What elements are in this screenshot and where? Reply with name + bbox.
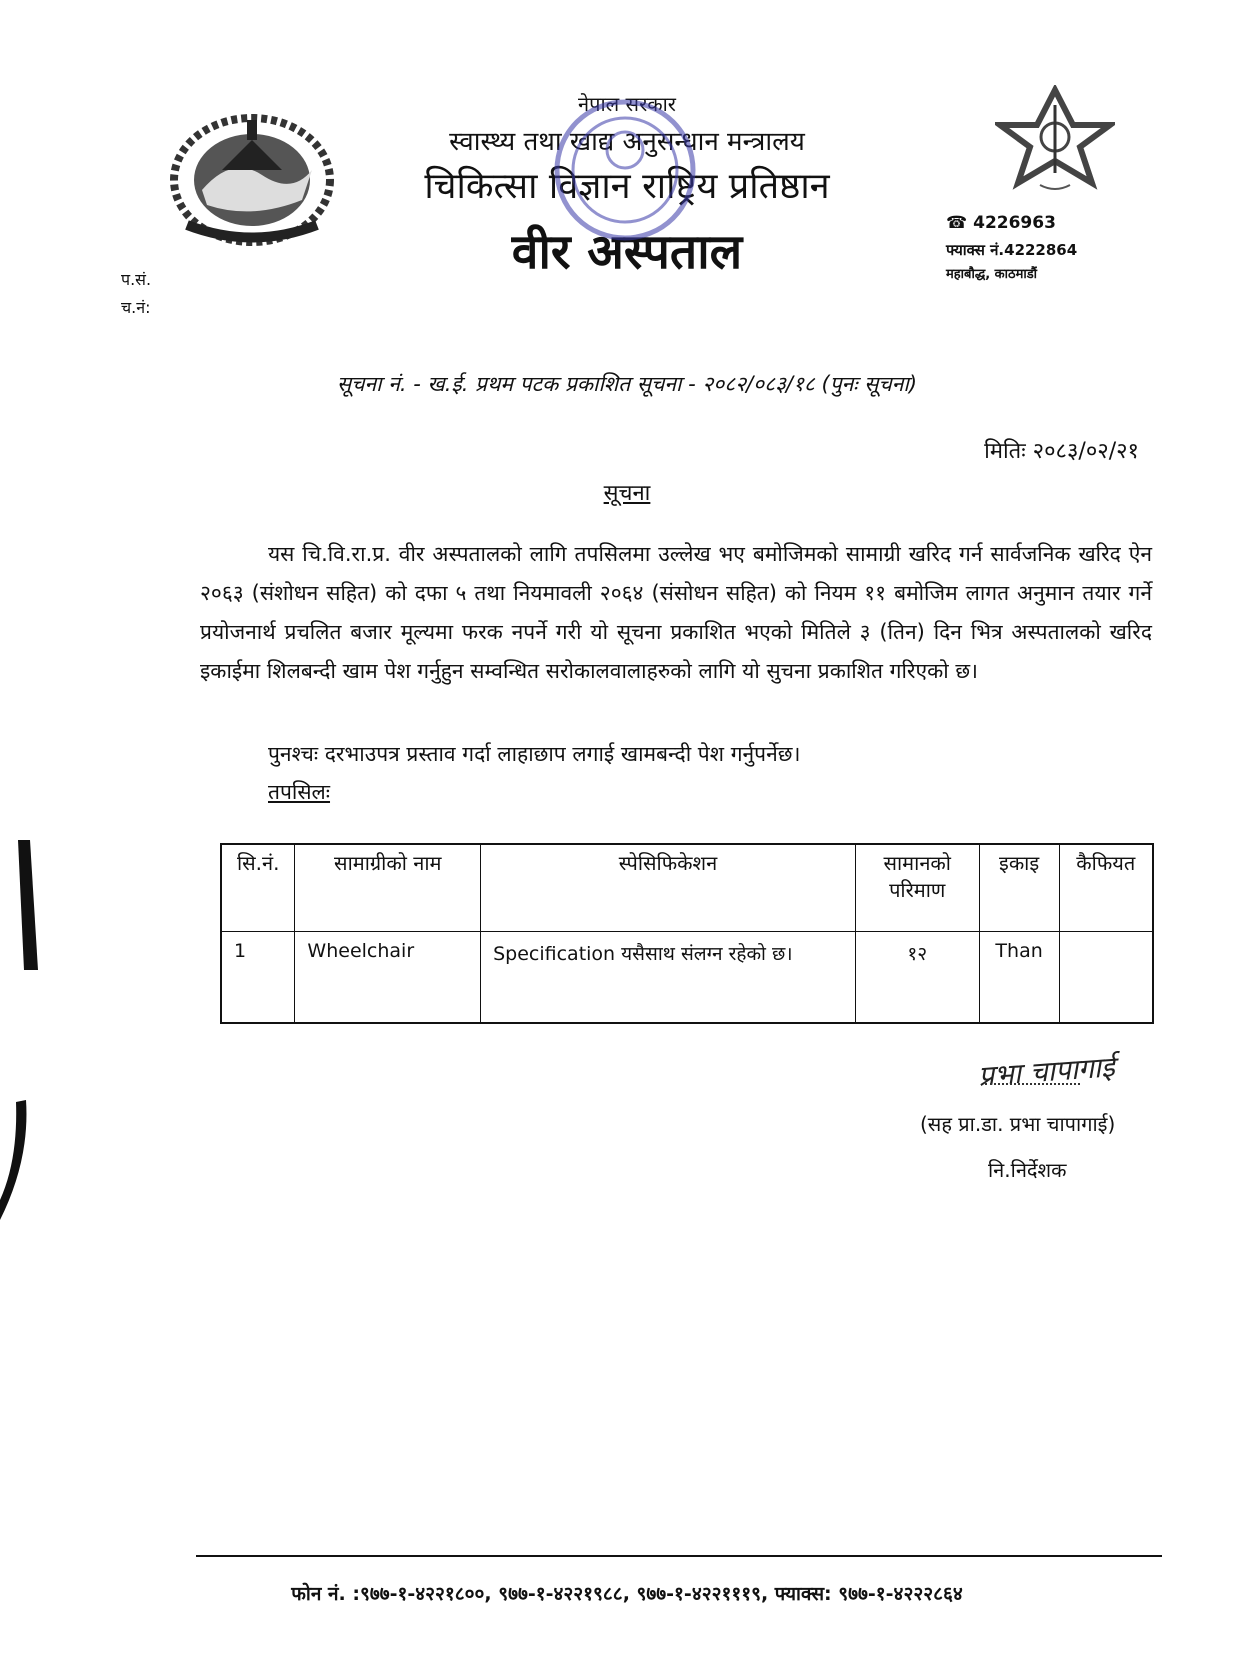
notice-number: सूचना नं. - ख.ई. प्रथम पटक प्रकाशित सूचना - २०८२/०८३/१८ (पुनः सूचना) [336, 372, 918, 396]
hospital-name: वीर अस्पताल [511, 224, 743, 280]
notice-postscript: पुनश्चः दरभाउपत्र प्रस्ताव गर्दा लाहाछाप लगाई खामबन्दी पेश गर्नुपर्नेछ। [268, 742, 801, 766]
cell-item-name: Wheelchair [295, 932, 481, 1024]
ministry-name: स्वास्थ्य तथा खाद्य अनुसन्धान मन्त्रालय [449, 127, 805, 157]
cell-specification: Specification यसैसाथ संलग्न रहेको छ। [481, 932, 856, 1024]
header-quantity: सामानको परिमाण [855, 844, 979, 932]
notice-body: यस चि.वि.रा.प्र. वीर अस्पतालको लागि तपसिलमा उल्लेख भए बमोजिमको सामाग्री खरिद गर्न सार्वजनिक खरिद ऐन २०६३ (संशोधन सहित) को दफा ५ तथा नियमावली २०६४ (संसोधन सहित) को नियम ११ बमोजिम लागत अनुमान तयार गर्ने प्रयोजनार्थ प्रचलित बजार मूल्यमा फरक नपर्ने गरी यो सूचना प्रकाशित भएको मितिले ३ (तिन) दिन भित्र अस्पतालको खरिद इकाईमा शिलबन्दी खाम पेश गर्नुहुन सम्वन्धित सरोकालवालाहरुको लागि यो सुचना प्रकाशित गरिएको छ। [200, 542, 1152, 683]
phone-icon: ☎ [946, 213, 968, 233]
header-item-name: सामाग्रीको नाम [295, 844, 481, 932]
cell-remarks [1059, 932, 1153, 1024]
details-label: तपसिलः [268, 780, 331, 804]
chalani-number-label: च.नं: [121, 298, 151, 317]
address: महाबौद्ध, काठमाडौं [946, 267, 1038, 282]
header-serial: सि.नं. [221, 844, 295, 932]
table-row [221, 932, 1153, 1024]
signature-dotted-line [985, 1083, 1080, 1085]
cell-quantity: १२ [855, 932, 979, 1024]
notice-date: मितिः २०८३/०२/२१ [984, 439, 1139, 464]
fax-number: फ्याक्स नं.4222864 [946, 241, 1078, 259]
table-header-row [221, 844, 1153, 932]
items-table [220, 843, 1154, 1024]
institute-name: चिकित्सा विज्ञान राष्ट्रिय प्रतिष्ठान [424, 166, 830, 207]
handwritten-signature: प्रभा चापागाई [977, 1050, 1116, 1093]
phone-line [946, 213, 1056, 233]
header-remarks: कैफियत [1059, 844, 1153, 932]
footer-contact: फोन नं. :९७७-१-४२२१८००, ९७७-१-४२२१९८८, ९७७-१-४२२१११९, फ्याक्स: ९७७-१-४२२२८६४ [291, 1583, 963, 1605]
footer-divider [196, 1555, 1162, 1557]
scan-edge-artifact [0, 840, 50, 1220]
official-stamp-icon [550, 95, 700, 245]
signatory-name: (सह प्रा.डा. प्रभा चापागाई) [920, 1112, 1116, 1136]
patra-sankhya-label: प.सं. [121, 270, 152, 289]
signatory-title: नि.निर्देशक [988, 1158, 1067, 1182]
government-name: नेपाल सरकार [578, 92, 676, 116]
cell-serial: 1 [221, 932, 295, 1024]
header-unit: इकाइ [979, 844, 1059, 932]
cell-unit: Than [979, 932, 1059, 1024]
notice-heading: सूचना [603, 481, 651, 506]
phone-number: 4226963 [973, 213, 1056, 233]
header-specification: स्पेसिफिकेशन [481, 844, 856, 932]
